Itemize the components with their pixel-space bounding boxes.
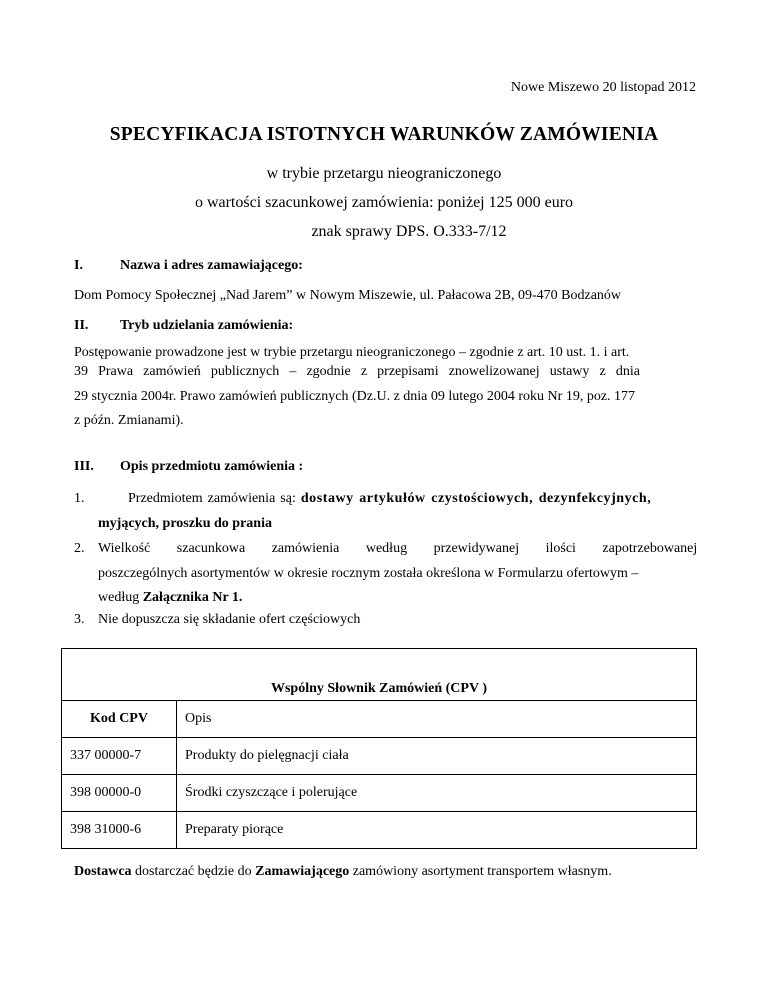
cpv-code: 398 00000-0 [62,775,177,812]
procedure-mode: w trybie przetargu nieograniczonego [266,165,502,182]
place-date: Nowe Miszewo 20 listopad 2012 [510,80,696,95]
table-row [62,812,697,849]
case-number: znak sprawy DPS. O.333-7/12 [311,223,507,240]
section-1-text: Dom Pomocy Społecznej „Nad Jarem” w Nowym Miszewie, ul. Pałacowa 2B, 09-470 Bodzanów [74,288,622,303]
list-item-number: 3. [74,612,85,627]
list-item-1-subject: dostawy artykułów czystościowych, dezynfekcyjnych, [300,491,652,506]
cpv-code: 398 31000-6 [62,812,177,849]
list-item-2-line3 [98,590,242,606]
section-1-title: Nazwa i adres zamawiającego: [120,258,303,273]
document-title: SPECYFIKACJA ISTOTNYCH WARUNKÓW ZAMÓWIENIA [109,124,659,145]
list-item-number: 2. [74,541,85,556]
cpv-description: Produkty do pielęgnacji ciała [177,738,697,775]
section-2-line: 39 Prawa zamówień publicznych – zgodnie z przepisami znowelizowanej ustawy z dnia [74,364,640,379]
section-2-line: Postępowanie prowadzone jest w trybie przetargu nieograniczonego – zgodnie z art. 10 ust. 1. i art. [74,345,630,360]
list-item-number: 1. [74,491,85,506]
cpv-code: 337 00000-7 [62,738,177,775]
delivery-note [74,864,612,880]
section-2-number: II. [74,318,89,333]
attachment-reference: Załącznika Nr 1. [142,590,243,605]
list-item-2-lead: według [98,590,140,605]
list-item-2-line2: poszczególnych asortymentów w okresie rocznym została określona w Formularzu ofertowym – [98,566,639,581]
section-2-line: 29 stycznia 2004r. Prawo zamówień publicznych (Dz.U. z dnia 09 lutego 2004 roku Nr 19, poz. 177 [74,389,636,404]
list-item-3-text: Nie dopuszcza się składanie ofert częściowych [98,612,361,627]
cpv-table [61,648,697,849]
cpv-table-title: Wspólny Słownik Zamówień (CPV ) [62,649,697,701]
supplier-term: Dostawca [74,864,132,879]
list-item-1-line1 [128,491,651,507]
section-1-number: I. [74,258,83,273]
cpv-header-code: Kod CPV [62,701,177,738]
list-item-2-line1: Wielkość szacunkowa zamówienia według przewidywanej ilości zapotrzebowanej [98,541,698,556]
ordering-party-term: Zamawiającego [255,864,350,879]
section-2-title: Tryb udzielania zamówienia: [120,318,294,333]
list-item-1-lead: Przedmiotem zamówienia są: [128,491,296,506]
estimated-value: o wartości szacunkowej zamówienia: poniżej 125 000 euro [194,194,574,211]
list-item-1-subject-cont: myjących, proszku do prania [98,516,272,531]
delivery-text: dostarczać będzie do [131,864,256,879]
section-2-line: z późn. Zmianami). [74,413,184,428]
cpv-header-desc: Opis [177,701,697,738]
section-3-number: III. [74,459,94,474]
cpv-description: Preparaty piorące [177,812,697,849]
table-row [62,775,697,812]
table-row [62,738,697,775]
section-3-title: Opis przedmiotu zamówienia : [120,459,304,474]
cpv-description: Środki czyszczące i polerujące [177,775,697,812]
delivery-text-end: zamówiony asortyment transportem własnym. [349,864,612,879]
